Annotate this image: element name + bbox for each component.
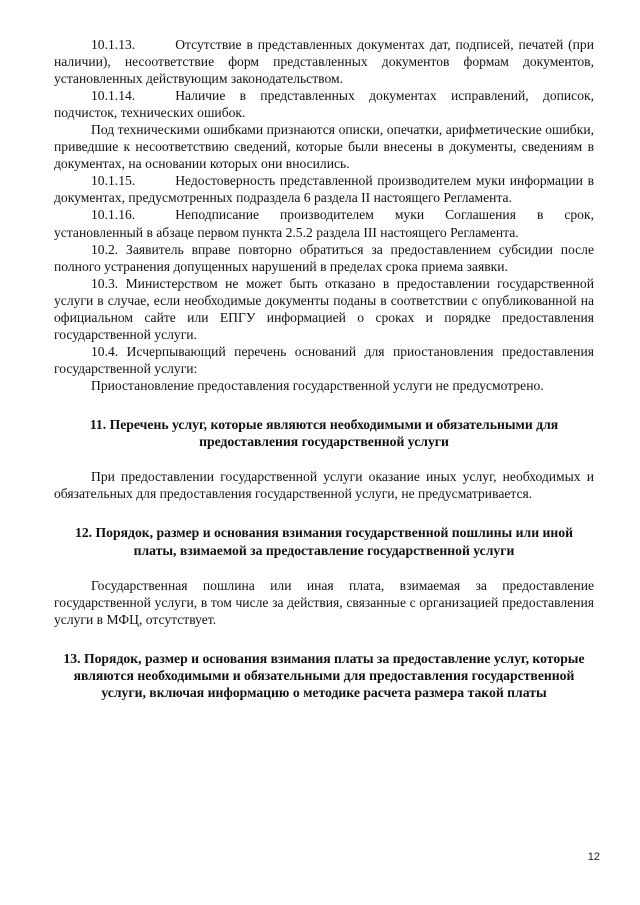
item-number: 10.1.14. [91, 88, 136, 104]
section-11-body: При предоставлении государственной услуги оказание иных услуг, необходимых и обязательных для предоставления государственной услуги, не предусматривается. [54, 469, 594, 502]
paragraph-technical-errors [54, 121, 594, 172]
paragraph-10-3 [54, 275, 594, 343]
page-number: 12 [587, 851, 600, 863]
paragraph-text: 10.2. Заявитель вправе повторно обратиться за предоставлением субсидии после полного устранения допущенных нарушений в пределах срока приема заявки. [54, 241, 594, 274]
paragraph-text: Отсутствие в представленных документах дат, подписей, печатей (при наличии), несоответствие форм представленных документов формам документов, установленных действующим законодательством. [54, 37, 594, 87]
section-11-heading: 11. Перечень услуг, которые являются необходимыми и обязательными для предоставления государственной услуги [89, 416, 559, 450]
paragraph-text: 10.3. Министерством не может быть отказано в предоставлении государственной услуги в случае, если необходимые документы поданы в соответствии с опубликованной на официальном сайте или ЕПГУ информацией о сроках и порядке предоставления государственной услуги. [54, 275, 594, 342]
paragraph-10-1-13 [54, 36, 594, 87]
paragraph-10-1-14 [54, 87, 594, 121]
paragraph-text: Неподписание производителем муки Соглашения в срок, установленный в абзаце первом пункта 2.5.2 раздела III настоящего Регламента. [54, 207, 594, 240]
paragraph-text: Приостановление предоставления государственной услуги не предусмотрено. [91, 377, 544, 393]
section-12-heading: 12. Порядок, размер и основания взимания государственной пошлины или иной платы, взимаемой за предоставление государственной услуги [74, 525, 574, 558]
section-13-heading: 13. Порядок, размер и основания взимания платы за предоставление услуг, которые являются необходимыми и обязательными для предоставления государственной услуги, включая информацию о методике расчета размера такой платы [63, 651, 585, 701]
paragraph-text: Недостоверность представленной производителем муки информации в документах, предусмотренных подраздела 6 раздела II настоящего Регламента. [54, 173, 594, 206]
item-number: 10.1.15. [91, 173, 136, 189]
section-12-body: Государственная пошлина или иная плата, взимаемая за предоставление государственной услуги, в том числе за действия, связанные с организацией предоставления услуги в МФЦ, отсутствует. [54, 577, 594, 627]
paragraph-suspension [54, 377, 594, 394]
paragraph-10-1-15 [54, 172, 594, 206]
item-number: 10.1.13. [91, 37, 136, 52]
paragraph-text: Под техническими ошибками признаются описки, опечатки, арифметические ошибки, приведшие к несоответствию сведений, которые были внесены в документы, сведениям в документах, на основании которых они вносились. [54, 122, 594, 172]
paragraph-10-2 [54, 241, 594, 275]
item-number: 10.1.16. [91, 207, 136, 223]
paragraph-text: 10.4. Исчерпывающий перечень оснований для приостановления предоставления государственной услуги: [54, 343, 594, 376]
page-content [54, 36, 594, 702]
paragraph-10-4 [54, 343, 594, 377]
paragraph-10-1-16 [54, 206, 594, 240]
paragraph-text: Наличие в представленных документах исправлений, дописок, подчисток, технических ошибок. [54, 88, 594, 121]
